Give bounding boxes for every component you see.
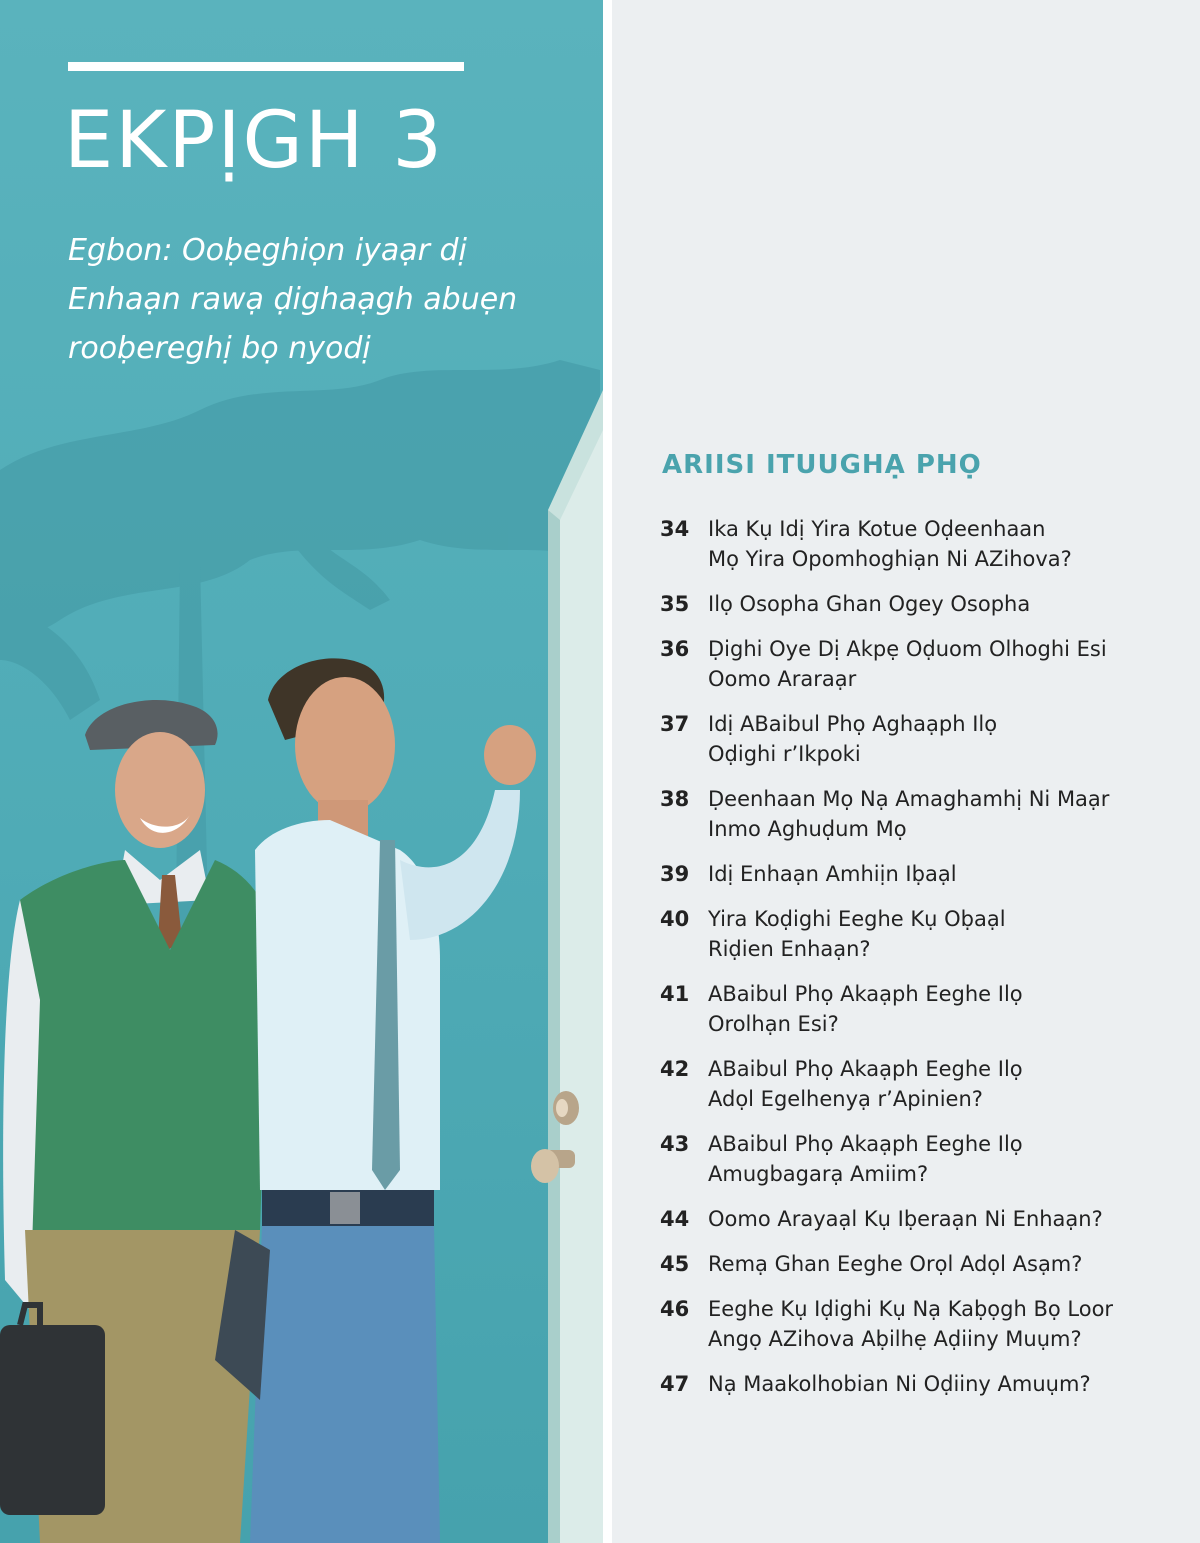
lesson-title xyxy=(708,634,1128,694)
lesson-title xyxy=(708,1054,1128,1114)
lesson-number: 38 xyxy=(660,787,690,811)
lesson-item[interactable] xyxy=(660,859,1180,889)
subtitle-line: Egbon: Ooḅeghiọn iyaạr dị xyxy=(68,233,467,268)
lesson-title-line: Nạ Maakolhobian Ni Oḍiiny Amuụm? xyxy=(708,1372,1091,1396)
lesson-title-line: Angọ AZihova Aḅilhẹ Aḍiiny Muụm? xyxy=(708,1327,1082,1351)
lesson-number: 37 xyxy=(660,712,690,736)
subtitle-line: Enhaạn rawạ ḍighaạgh abuẹn xyxy=(68,282,518,317)
lesson-title xyxy=(708,1249,1128,1279)
lesson-title-line: Ilọ Osopha Ghan Ogey Osopha xyxy=(708,592,1031,616)
lesson-item[interactable] xyxy=(660,1294,1180,1354)
lesson-title-line: Idị ABaibul Phọ Aghaạph Ilọ xyxy=(708,712,998,736)
lesson-title-line: Adọl Egelhenyạ r’Apinien? xyxy=(708,1087,983,1111)
subtitle-line: rooḅereghị bọ nyodị xyxy=(68,331,371,366)
lesson-number: 40 xyxy=(660,907,690,931)
lesson-item[interactable] xyxy=(660,634,1180,694)
lesson-title xyxy=(708,1294,1128,1354)
lesson-title-line: Remạ Ghan Eeghe Orọl Adọl Asạm? xyxy=(708,1252,1083,1276)
lesson-number: 39 xyxy=(660,862,690,886)
lesson-item[interactable] xyxy=(660,1054,1180,1114)
lesson-title xyxy=(708,514,1128,574)
lesson-item[interactable] xyxy=(660,514,1180,574)
lesson-title-line: Oomo Araraạr xyxy=(708,667,857,691)
lesson-item[interactable] xyxy=(660,1369,1180,1399)
lesson-title-line: Oḍighi r’Ikpoki xyxy=(708,742,861,766)
lesson-title xyxy=(708,1369,1128,1399)
lesson-number: 45 xyxy=(660,1252,690,1276)
title-rule xyxy=(68,62,464,71)
lesson-item[interactable] xyxy=(660,1204,1180,1234)
lesson-title xyxy=(708,589,1128,619)
lesson-item[interactable] xyxy=(660,904,1180,964)
panel-divider xyxy=(603,0,612,1543)
lesson-number: 34 xyxy=(660,517,690,541)
lesson-item[interactable] xyxy=(660,589,1180,619)
lesson-title-line: Inmo Aghuḍum Mọ xyxy=(708,817,907,841)
lesson-item[interactable] xyxy=(660,1129,1180,1189)
lesson-title xyxy=(708,1204,1128,1234)
lesson-title-line: Mọ Yira Opomhoghiạn Ni AZihova? xyxy=(708,547,1072,571)
lesson-number: 42 xyxy=(660,1057,690,1081)
lesson-title-line: Ika Kụ Idị Yira Kotue Oḍeenhaan xyxy=(708,517,1046,541)
lesson-title-line: ABaibul Phọ Akaạph Eeghe Ilọ xyxy=(708,982,1023,1006)
lesson-item[interactable] xyxy=(660,979,1180,1039)
lesson-title-line: ABaibul Phọ Akaạph Eeghe Ilọ xyxy=(708,1057,1023,1081)
chapter-title: EKPỊGH 3 xyxy=(64,96,444,186)
lesson-title-line: Amugbagarạ Amiim? xyxy=(708,1162,929,1186)
lesson-number: 36 xyxy=(660,637,690,661)
lesson-item[interactable] xyxy=(660,709,1180,769)
lesson-number: 47 xyxy=(660,1372,690,1396)
lesson-title-line: ABaibul Phọ Akaạph Eeghe Ilọ xyxy=(708,1132,1023,1156)
lesson-title xyxy=(708,979,1128,1039)
lesson-number: 43 xyxy=(660,1132,690,1156)
lesson-title-line: Riḍien Enhaạn? xyxy=(708,937,871,961)
lesson-title-line: Eeghe Kụ Iḍighi Kụ Nạ Kaḅọgh Bọ Loor xyxy=(708,1297,1114,1321)
door xyxy=(548,390,603,1543)
lesson-list xyxy=(660,514,1180,1414)
lesson-title xyxy=(708,709,1128,769)
lesson-number: 46 xyxy=(660,1297,690,1321)
lesson-number: 35 xyxy=(660,592,690,616)
older-man-figure xyxy=(0,700,270,1543)
lesson-title-line: Orolhạn Esi? xyxy=(708,1012,839,1036)
lesson-title-line: Ḍeenhaan Mọ Nạ Amaghamhị Ni Maạr xyxy=(708,787,1110,811)
lesson-title-line: Idị Enhaạn Amhiịn Iḅaạl xyxy=(708,862,957,886)
lesson-item[interactable] xyxy=(660,784,1180,844)
lesson-title xyxy=(708,784,1128,844)
lesson-number: 41 xyxy=(660,982,690,1006)
lesson-number: 44 xyxy=(660,1207,690,1231)
young-man-figure xyxy=(215,658,536,1543)
lesson-title xyxy=(708,1129,1128,1189)
lesson-title-line: Ḍighi Oye Dị Akpẹ Oḍuom Olhoghi Esi xyxy=(708,637,1107,661)
lesson-title xyxy=(708,859,1128,889)
chapter-subtitle xyxy=(68,226,588,373)
contents-heading: ARIISI ITUUGHẠ PHỌ xyxy=(662,450,982,480)
lesson-title-line: Yira Koḍighi Eeghe Kụ Oḅaạl xyxy=(708,907,1006,931)
lesson-title-line: Oomo Arayaạl Kụ Iḅeraạn Ni Enhaạn? xyxy=(708,1207,1103,1231)
lesson-title xyxy=(708,904,1128,964)
lesson-item[interactable] xyxy=(660,1249,1180,1279)
